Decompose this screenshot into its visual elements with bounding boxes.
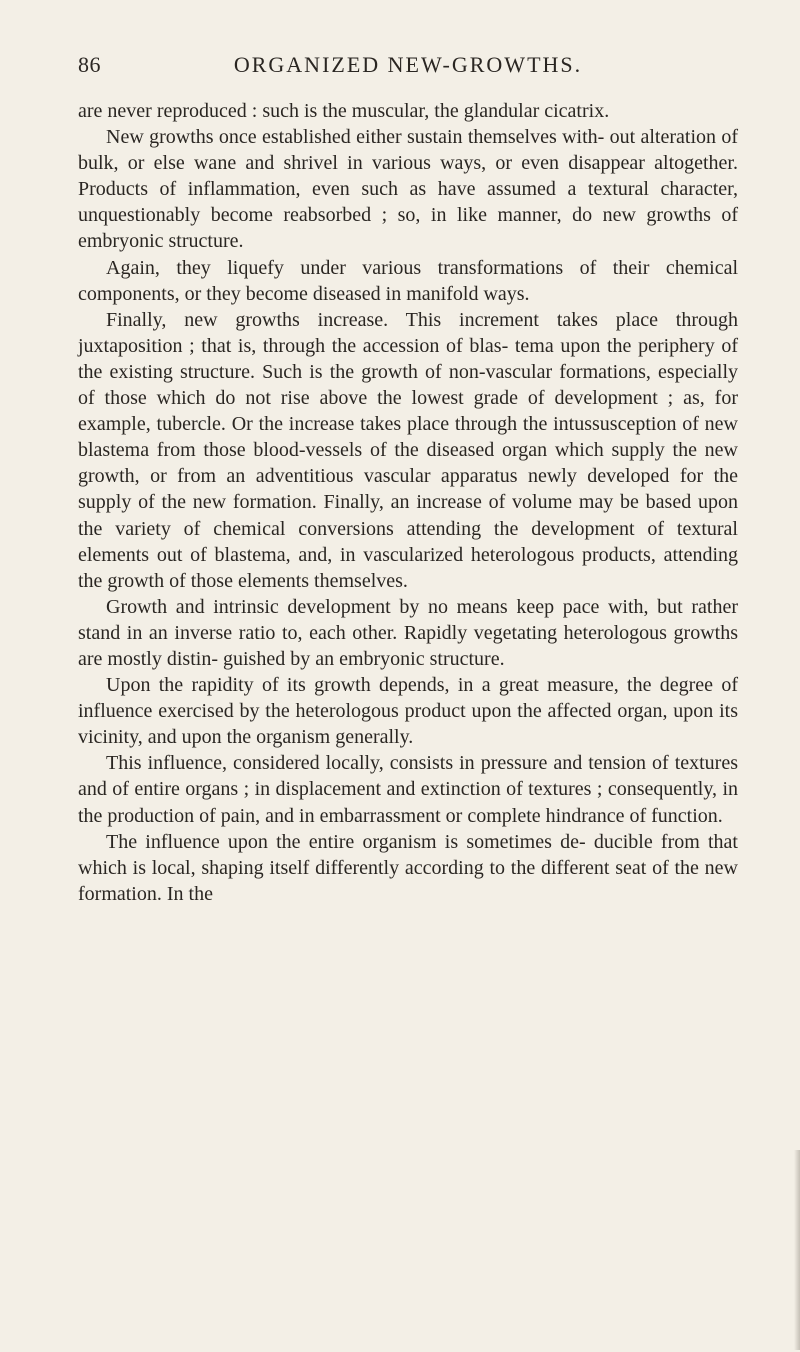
paragraph-new-growths-established: New growths once established either sustain themselves with- out alteration of bulk, or else wane and shrivel in various ways, or even disappear altogether. Products of inflammation, even such as have assumed a textural character, unquestionably become reabsorbed ; so, in like manner, do new growths of embryonic structure. <box>78 126 738 253</box>
paragraph-growths-increase: Finally, new growths increase. This increment takes place through juxtaposition ; that is, through the accession of blas- tema upon the periphery of the existing structure. Such is the growth of non-vascular formations, especially of those which do not rise above the lowest grade of development ; as, for example, tubercle. Or the increase takes place through the intussusception of new blastema from those blood-vessels of the diseased organ which supply the new growth, or from an adventitious vascular apparatus newly developed for the supply of the new formation. Finally, an increase of volume may be based upon the variety of chemical conversions attending the development of textural elements out of blastema, and, in vascularized heterologous products, attending the growth of those elements themselves. <box>78 308 738 592</box>
page-number: 86 <box>78 52 101 77</box>
paragraph-continuation: are never reproduced : such is the muscular, the glandular cicatrix. <box>78 100 610 122</box>
body-text <box>78 98 738 907</box>
paragraph-growth-development: Growth and intrinsic development by no means keep pace with, but rather stand in an inverse ratio to, each other. Rapidly vegetating heterologous growths are mostly distin- guished by an embryonic structure. <box>78 595 738 670</box>
paragraph-entire-organism: The influence upon the entire organism is sometimes de- ducible from that which is local, shaping itself differently according to the different seat of the new formation. In the <box>78 830 738 905</box>
page-header <box>78 52 738 82</box>
running-head: ORGANIZED NEW-GROWTHS. <box>233 52 583 77</box>
paragraph-rapidity: Upon the rapidity of its growth depends, in a great measure, the degree of influence exercised by the heterologous product upon the affected organ, upon its vicinity, and upon the organism generally. <box>78 674 738 749</box>
paragraph-local-influence: This influence, considered locally, consists in pressure and tension of textures and of entire organs ; in displacement and extinction of textures ; consequently, in the production of pain, and in embarrassment or complete hindrance of function. <box>78 752 738 827</box>
paragraph-liquefy: Again, they liquefy under various transformations of their chemical components, or they become diseased in manifold ways. <box>78 256 738 305</box>
page-edge-shadow <box>794 1150 800 1350</box>
